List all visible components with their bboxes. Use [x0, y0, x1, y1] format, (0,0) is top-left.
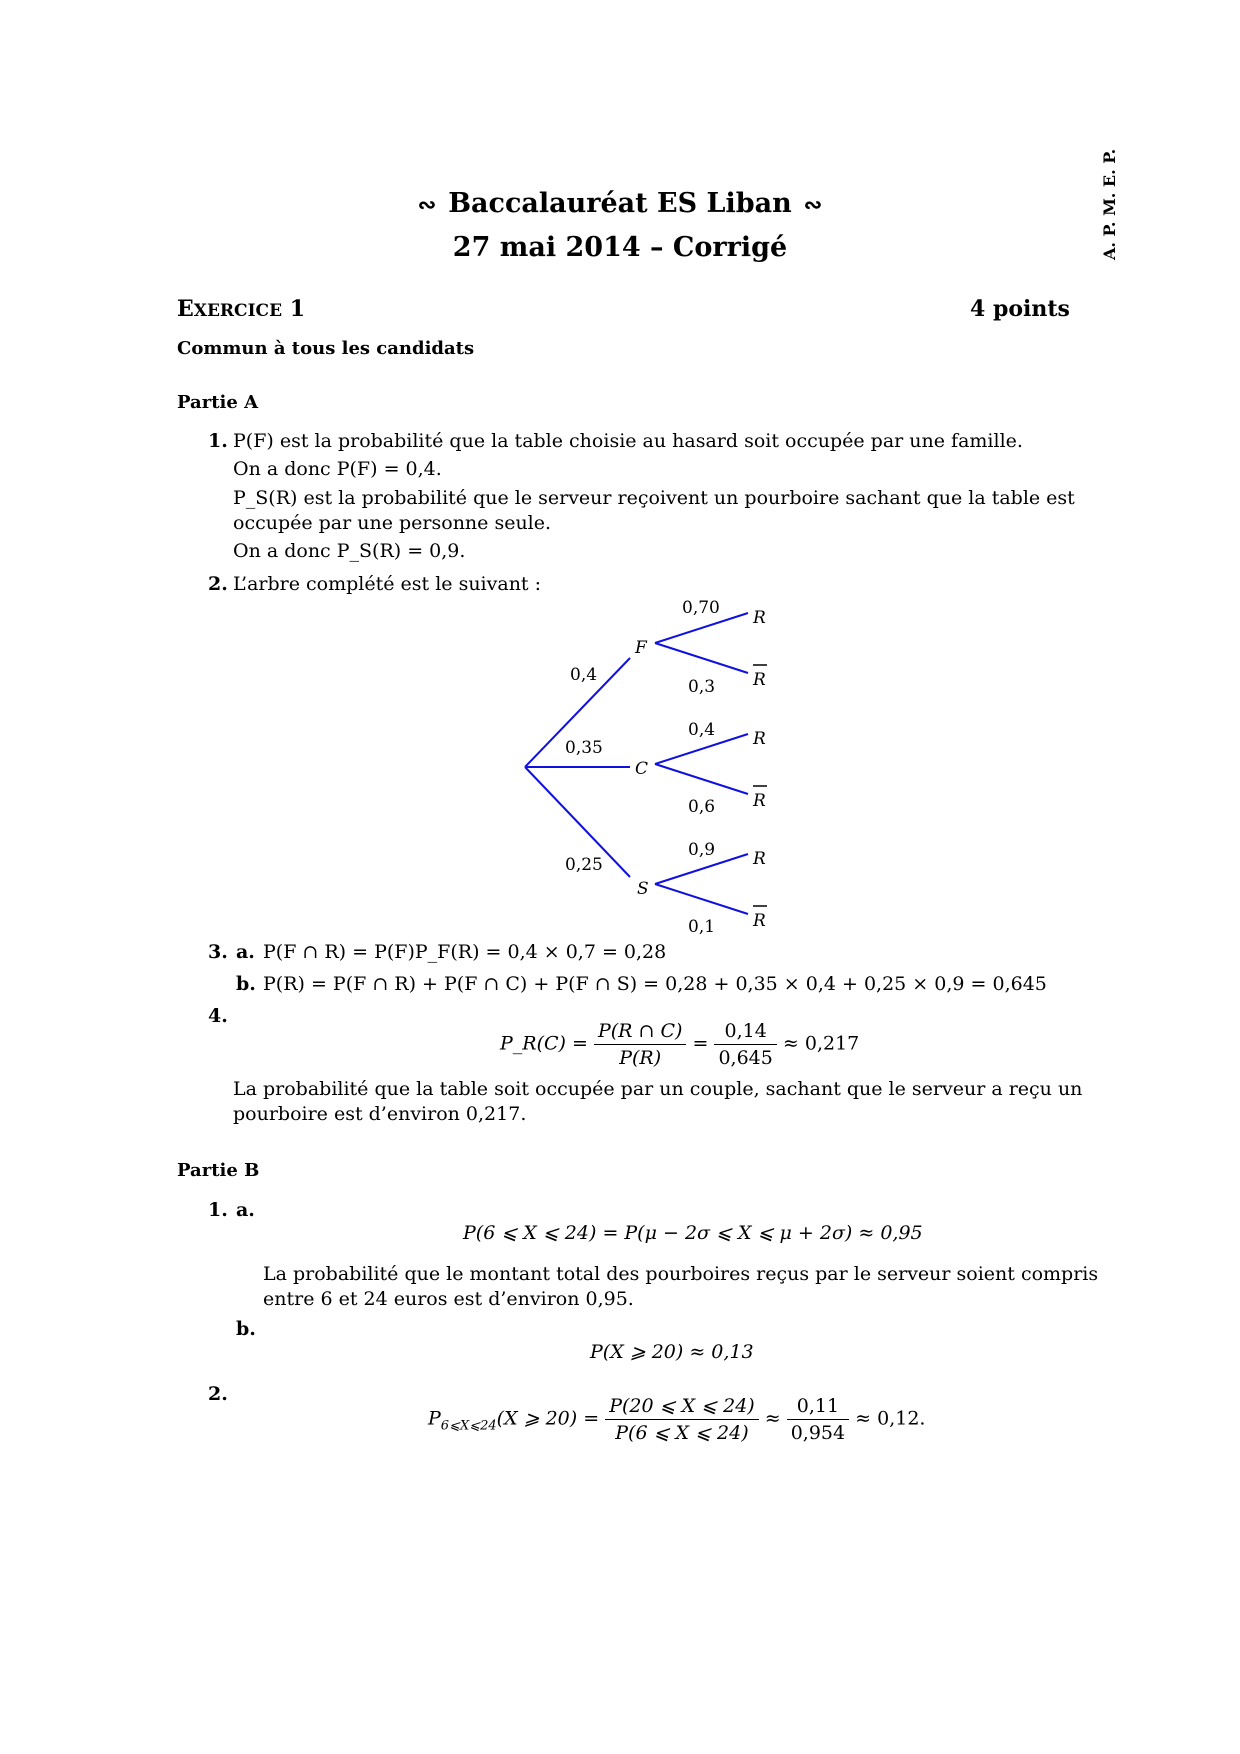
partB-q1b-formula: P(X ⩾ 20) ≈ 0,13 [590, 1341, 754, 1363]
prob-F-R: 0,70 [682, 598, 720, 618]
partB-q2-lhs-p: P [428, 1407, 441, 1430]
partB-q1b-label: b. [236, 1318, 256, 1340]
exercise-label-first: E [177, 296, 194, 322]
partA-q4-eq: = [692, 1032, 709, 1055]
partA-q2-text: L’arbre complété est le suivant : [233, 573, 542, 595]
partA-q4-frac2-den: 0,645 [718, 1047, 773, 1069]
prob-C: 0,35 [565, 738, 603, 758]
partA-q4-frac1-num: P(R ∩ C) [594, 1020, 686, 1045]
partB-q1a-conclusion: La probabilité que le montant total des pourboires reçus par le serveur soient compris entre 6 et 24 euros est d’environ 0,95. [263, 1263, 1099, 1310]
partB-q2-frac2 [787, 1395, 849, 1444]
partA-q4-frac1-den: P(R) [619, 1047, 662, 1069]
partA-q4-formula [500, 1020, 859, 1069]
branch-F-Rbar [655, 643, 748, 673]
partB-q2-num: 2. [208, 1383, 228, 1405]
partA-q4-conclusion: La probabilité que la table soit occupée par un couple, sachant que le serveur a reçu un pourboire est d’environ 0,217. [233, 1078, 1083, 1125]
partA-q4-frac2-num: 0,14 [714, 1020, 776, 1045]
node-S: S [637, 879, 649, 899]
partB-q2-lhs-rest: (X ⩾ 20) = [496, 1407, 600, 1430]
partA-q4-frac2 [714, 1020, 776, 1069]
partA-q4-result: ≈ 0,217 [782, 1032, 860, 1055]
partA-q4-frac1 [594, 1020, 686, 1069]
prob-F-Rbar: 0,3 [688, 677, 716, 697]
branch-S-Rbar [655, 884, 748, 914]
partA-q1-line2: On a donc P(F) = 0,4. [233, 458, 442, 480]
leaf-F-Rbar: R [753, 670, 766, 690]
prob-C-R: 0,4 [688, 720, 716, 740]
title-line-1: Baccalauréat ES Liban [448, 188, 792, 219]
partB-q1a-formula: P(6 ⩽ X ⩽ 24) = P(μ − 2σ ⩽ X ⩽ μ + 2σ) ≈ 0,95 [463, 1222, 923, 1244]
partB-q2-frac2-den: 0,954 [790, 1422, 846, 1444]
exercise-audience: Commun à tous les candidats [177, 338, 475, 359]
leaf-C-Rbar: R [753, 791, 766, 811]
prob-S: 0,25 [565, 855, 603, 875]
prob-C-Rbar: 0,6 [688, 797, 716, 817]
partA-q3a-text: P(F ∩ R) = P(F)P_F(R) = 0,4 × 0,7 = 0,28 [263, 941, 667, 963]
node-F: F [635, 638, 647, 658]
partB-q2-frac1 [605, 1395, 759, 1444]
leaf-F-R: R [753, 608, 766, 628]
partB-q2-formula [428, 1395, 925, 1444]
partB-q1-num: 1. [208, 1199, 228, 1221]
partA-q1-line3: P_S(R) est la probabilité que le serveur reçoivent un pourboire sachant que la table est occupée par une personne seule. [233, 487, 1075, 534]
partA-q1-line4: On a donc P_S(R) = 0,9. [233, 540, 466, 562]
partA-q3-num: 3. [208, 941, 228, 963]
partA-q3b-label: b. [236, 973, 256, 995]
partB-q2-frac1-den: P(6 ⩽ X ⩽ 24) [615, 1422, 749, 1444]
partA-heading: Partie A [177, 392, 259, 413]
prob-S-Rbar: 0,1 [688, 917, 716, 937]
prob-F: 0,4 [570, 665, 598, 685]
partB-q2-result: ≈ 0,12. [855, 1407, 926, 1430]
partA-q1-num: 1. [208, 430, 228, 452]
exercise-points: 4 points [970, 296, 1070, 322]
ornament-right-icon: ∾ [803, 192, 823, 218]
partA-q3b-text: P(R) = P(F ∩ R) + P(F ∩ C) + P(F ∩ S) = 0,28 + 0,35 × 0,4 + 0,25 × 0,9 = 0,645 [263, 973, 1047, 995]
partB-heading: Partie B [177, 1160, 260, 1181]
leaf-C-R: R [753, 729, 766, 749]
partB-q2-frac1-num: P(20 ⩽ X ⩽ 24) [605, 1395, 759, 1420]
prob-S-R: 0,9 [688, 840, 716, 860]
partB-q2-frac2-num: 0,11 [787, 1395, 849, 1420]
partA-q4-num: 4. [208, 1005, 228, 1027]
node-C: C [635, 759, 649, 779]
exercise-label-rest: XERCICE [193, 301, 283, 321]
partB-q2-lhs-sub: 6⩽X⩽24 [440, 1418, 497, 1434]
partA-q4-lhs: P_R(C) = [500, 1032, 588, 1055]
partA-q2-num: 2. [208, 573, 228, 595]
partB-q1a-label: a. [236, 1199, 255, 1221]
exercise-number: 1 [289, 296, 306, 322]
partA-q3a-label: a. [236, 941, 255, 963]
partB-q2-approx: ≈ [764, 1407, 781, 1430]
branch-C-Rbar [655, 764, 748, 794]
leaf-S-Rbar: R [753, 911, 766, 931]
title-line-2: 27 mai 2014 – Corrigé [452, 232, 788, 263]
ornament-left-icon: ∾ [417, 192, 437, 218]
partA-q1-line1: P(F) est la probabilité que la table choisie au hasard soit occupée par une famille. [233, 430, 1023, 452]
side-label: A. P. M. E. P. [1100, 148, 1119, 260]
leaf-S-R: R [753, 849, 766, 869]
